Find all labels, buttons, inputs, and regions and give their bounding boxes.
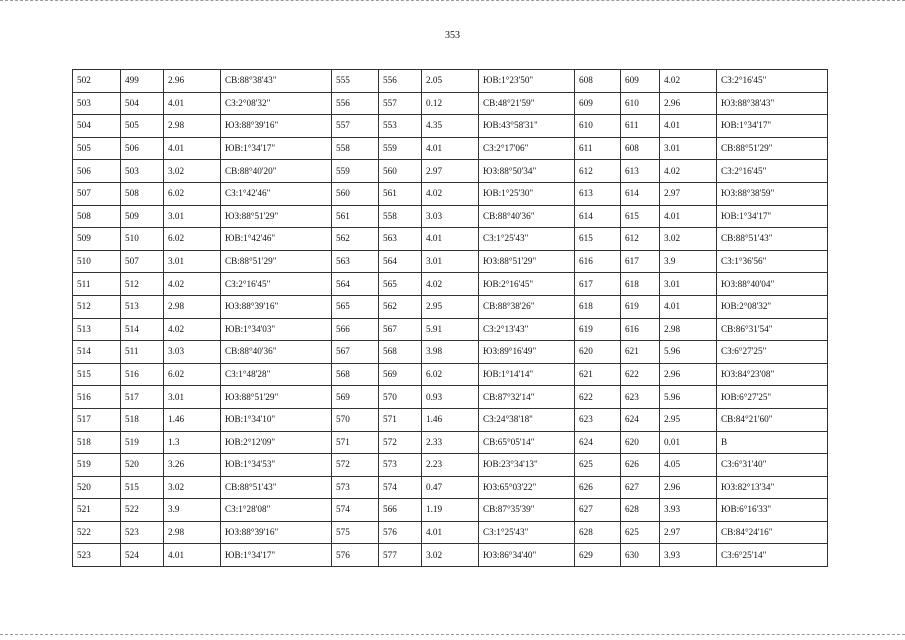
cell-bearing: ЮЗ:88°51'29" — [221, 205, 332, 228]
cell-to-point: 564 — [379, 250, 422, 273]
cell-to-point: 577 — [379, 544, 422, 567]
cell-to-point: 609 — [621, 70, 660, 93]
cell-distance: 2.98 — [660, 318, 717, 341]
cell-distance: 2.96 — [660, 92, 717, 115]
table-row — [73, 476, 828, 499]
cell-from-point: 619 — [575, 318, 621, 341]
table-row — [73, 499, 828, 522]
cell-bearing: СВ:88°40'36" — [221, 341, 332, 364]
cell-bearing: СВ:88°40'36" — [479, 205, 575, 228]
cell-from-point: 628 — [575, 521, 621, 544]
cell-to-point: 506 — [121, 137, 164, 160]
table-row — [73, 160, 828, 183]
cell-to-point: 573 — [379, 454, 422, 477]
cell-from-point: 521 — [73, 499, 121, 522]
cell-from-point: 609 — [575, 92, 621, 115]
cell-from-point: 568 — [332, 363, 379, 386]
cell-distance: 1.46 — [422, 408, 479, 431]
cell-from-point: 571 — [332, 431, 379, 454]
cell-from-point: 617 — [575, 273, 621, 296]
table-row — [73, 295, 828, 318]
cell-to-point: 623 — [621, 386, 660, 409]
cell-to-point: 627 — [621, 476, 660, 499]
cell-from-point: 625 — [575, 454, 621, 477]
cell-bearing: СВ:87°35'39" — [479, 499, 575, 522]
table-row — [73, 341, 828, 364]
cell-distance: 4.01 — [660, 115, 717, 138]
cell-bearing: ЮЗ:88°51'29" — [479, 250, 575, 273]
cell-from-point: 555 — [332, 70, 379, 93]
cell-from-point: 556 — [332, 92, 379, 115]
cell-distance: 2.95 — [422, 295, 479, 318]
cell-bearing: ЮВ:1°25'30" — [479, 182, 575, 205]
cell-bearing: ЮВ:23°34'13" — [479, 454, 575, 477]
cell-to-point: 617 — [621, 250, 660, 273]
cell-from-point: 510 — [73, 250, 121, 273]
cell-bearing: ЮВ:1°23'50" — [479, 70, 575, 93]
cell-from-point: 511 — [73, 273, 121, 296]
cell-distance: 2.97 — [660, 182, 717, 205]
cell-from-point: 627 — [575, 499, 621, 522]
cell-to-point: 576 — [379, 521, 422, 544]
cell-to-point: 626 — [621, 454, 660, 477]
cell-to-point: 566 — [379, 499, 422, 522]
cell-from-point: 557 — [332, 115, 379, 138]
cell-to-point: 514 — [121, 318, 164, 341]
cell-to-point: 571 — [379, 408, 422, 431]
cell-to-point: 558 — [379, 205, 422, 228]
cell-distance: 3.26 — [164, 454, 221, 477]
cell-bearing: ЮВ:2°08'32" — [717, 295, 828, 318]
cell-distance: 2.98 — [164, 295, 221, 318]
cell-distance: 4.01 — [422, 521, 479, 544]
cell-from-point: 505 — [73, 137, 121, 160]
cell-to-point: 612 — [621, 228, 660, 251]
cell-from-point: 621 — [575, 363, 621, 386]
cell-from-point: 503 — [73, 92, 121, 115]
cell-from-point: 612 — [575, 160, 621, 183]
cell-from-point: 629 — [575, 544, 621, 567]
cell-from-point: 517 — [73, 408, 121, 431]
cell-distance: 3.01 — [164, 250, 221, 273]
cell-to-point: 510 — [121, 228, 164, 251]
cell-distance: 3.01 — [660, 273, 717, 296]
cell-distance: 4.01 — [164, 544, 221, 567]
cell-from-point: 572 — [332, 454, 379, 477]
cell-from-point: 516 — [73, 386, 121, 409]
cell-bearing: СЗ:6°25'14" — [717, 544, 828, 567]
cell-bearing: СВ:84°24'16" — [717, 521, 828, 544]
table-row — [73, 454, 828, 477]
cell-from-point: 523 — [73, 544, 121, 567]
cell-from-point: 513 — [73, 318, 121, 341]
cell-to-point: 574 — [379, 476, 422, 499]
cell-to-point: 619 — [621, 295, 660, 318]
cell-bearing: СВ:87°32'14" — [479, 386, 575, 409]
cell-bearing: ЮЗ:88°39'16" — [221, 521, 332, 544]
cell-to-point: 572 — [379, 431, 422, 454]
table-row — [73, 521, 828, 544]
cell-distance: 4.01 — [422, 137, 479, 160]
cell-distance: 4.01 — [660, 295, 717, 318]
cell-to-point: 628 — [621, 499, 660, 522]
cell-from-point: 514 — [73, 341, 121, 364]
cell-distance: 3.01 — [660, 137, 717, 160]
cell-from-point: 567 — [332, 341, 379, 364]
cell-bearing: СЗ:6°27'25" — [717, 341, 828, 364]
cell-to-point: 570 — [379, 386, 422, 409]
cell-from-point: 562 — [332, 228, 379, 251]
cell-to-point: 505 — [121, 115, 164, 138]
cell-bearing: ЮЗ:88°51'29" — [221, 386, 332, 409]
cell-to-point: 556 — [379, 70, 422, 93]
cell-to-point: 522 — [121, 499, 164, 522]
cell-to-point: 614 — [621, 182, 660, 205]
cell-from-point: 565 — [332, 295, 379, 318]
cell-bearing: ЮВ:1°34'53" — [221, 454, 332, 477]
cell-from-point: 561 — [332, 205, 379, 228]
cell-distance: 2.33 — [422, 431, 479, 454]
cell-bearing: ЮЗ:84°23'08" — [717, 363, 828, 386]
cell-distance: 3.9 — [164, 499, 221, 522]
table-row — [73, 318, 828, 341]
cell-distance: 3.98 — [422, 341, 479, 364]
cell-distance: 2.95 — [660, 408, 717, 431]
cell-from-point: 506 — [73, 160, 121, 183]
cell-distance: 1.19 — [422, 499, 479, 522]
cell-distance: 4.01 — [660, 205, 717, 228]
cell-from-point: 558 — [332, 137, 379, 160]
table-row — [73, 250, 828, 273]
cell-distance: 0.47 — [422, 476, 479, 499]
cell-bearing: СЗ:1°42'46" — [221, 182, 332, 205]
cell-from-point: 560 — [332, 182, 379, 205]
cell-bearing: СЗ:1°36'56" — [717, 250, 828, 273]
table-row — [73, 386, 828, 409]
cell-distance: 1.46 — [164, 408, 221, 431]
cell-bearing: ЮВ:2°12'09" — [221, 431, 332, 454]
table-row — [73, 544, 828, 567]
cell-bearing: ЮЗ:86°34'40" — [479, 544, 575, 567]
cell-from-point: 608 — [575, 70, 621, 93]
cell-bearing: СЗ:1°25'43" — [479, 521, 575, 544]
table-row — [73, 408, 828, 431]
cell-distance: 0.93 — [422, 386, 479, 409]
cell-to-point: 562 — [379, 295, 422, 318]
cell-distance: 4.02 — [660, 160, 717, 183]
cell-bearing: ЮВ:6°27'25" — [717, 386, 828, 409]
cell-distance: 3.02 — [660, 228, 717, 251]
cell-from-point: 614 — [575, 205, 621, 228]
cell-to-point: 504 — [121, 92, 164, 115]
cell-from-point: 520 — [73, 476, 121, 499]
cell-to-point: 515 — [121, 476, 164, 499]
table-row — [73, 273, 828, 296]
cell-from-point: 611 — [575, 137, 621, 160]
cell-from-point: 569 — [332, 386, 379, 409]
cell-bearing: ЮЗ:88°50'34" — [479, 160, 575, 183]
cell-bearing: ЮВ:43°58'31" — [479, 115, 575, 138]
cell-bearing: СЗ:6°31'40" — [717, 454, 828, 477]
cell-bearing: СВ:88°38'43" — [221, 70, 332, 93]
cell-from-point: 504 — [73, 115, 121, 138]
cell-from-point: 620 — [575, 341, 621, 364]
cell-bearing: ЮВ:1°34'03" — [221, 318, 332, 341]
cell-from-point: 624 — [575, 431, 621, 454]
cell-distance: 2.96 — [164, 70, 221, 93]
cell-distance: 4.02 — [164, 273, 221, 296]
cell-from-point: 616 — [575, 250, 621, 273]
cell-to-point: 518 — [121, 408, 164, 431]
table-row — [73, 431, 828, 454]
cell-to-point: 508 — [121, 182, 164, 205]
cell-from-point: 502 — [73, 70, 121, 93]
cell-distance: 1.3 — [164, 431, 221, 454]
cell-bearing: ЮЗ:88°40'04" — [717, 273, 828, 296]
cell-bearing: ЮВ:1°34'17" — [717, 115, 828, 138]
cell-distance: 2.98 — [164, 521, 221, 544]
cell-distance: 2.96 — [660, 476, 717, 499]
cell-from-point: 613 — [575, 182, 621, 205]
cell-from-point: 559 — [332, 160, 379, 183]
cell-from-point: 519 — [73, 454, 121, 477]
cell-distance: 3.03 — [164, 341, 221, 364]
cell-to-point: 608 — [621, 137, 660, 160]
cell-distance: 5.96 — [660, 386, 717, 409]
cell-bearing: ЮВ:1°42'46" — [221, 228, 332, 251]
scan-edge-bottom — [0, 634, 905, 637]
cell-distance: 3.01 — [164, 386, 221, 409]
cell-bearing: СЗ:2°08'32" — [221, 92, 332, 115]
cell-to-point: 611 — [621, 115, 660, 138]
cell-distance: 3.01 — [422, 250, 479, 273]
cell-bearing: СВ:88°51'29" — [221, 250, 332, 273]
cell-from-point: 515 — [73, 363, 121, 386]
cell-distance: 3.93 — [660, 544, 717, 567]
cell-bearing: СВ:65°05'14" — [479, 431, 575, 454]
cell-bearing: СВ:86°31'54" — [717, 318, 828, 341]
cell-from-point: 576 — [332, 544, 379, 567]
cell-bearing: СЗ:2°16'45" — [717, 70, 828, 93]
cell-distance: 5.96 — [660, 341, 717, 364]
cell-distance: 3.01 — [164, 205, 221, 228]
cell-bearing: СВ:48°21'59" — [479, 92, 575, 115]
cell-to-point: 507 — [121, 250, 164, 273]
cell-from-point: 564 — [332, 273, 379, 296]
cell-bearing: СВ:88°51'43" — [221, 476, 332, 499]
cell-bearing: ЮВ:1°14'14" — [479, 363, 575, 386]
cell-bearing: В — [717, 431, 828, 454]
table-row — [73, 70, 828, 93]
cell-bearing: СВ:84°21'60" — [717, 408, 828, 431]
table-row — [73, 205, 828, 228]
cell-bearing: СЗ:2°16'45" — [717, 160, 828, 183]
cell-distance: 0.01 — [660, 431, 717, 454]
cell-distance: 2.97 — [422, 160, 479, 183]
cell-to-point: 503 — [121, 160, 164, 183]
cell-to-point: 519 — [121, 431, 164, 454]
cell-to-point: 618 — [621, 273, 660, 296]
cell-distance: 2.96 — [660, 363, 717, 386]
cell-distance: 6.02 — [422, 363, 479, 386]
cell-to-point: 553 — [379, 115, 422, 138]
cell-bearing: СЗ:1°28'08" — [221, 499, 332, 522]
cell-distance: 5.91 — [422, 318, 479, 341]
cell-to-point: 616 — [621, 318, 660, 341]
table-row — [73, 363, 828, 386]
cell-from-point: 623 — [575, 408, 621, 431]
cell-from-point: 508 — [73, 205, 121, 228]
scan-edge-top — [0, 0, 905, 3]
cell-bearing: СЗ:2°17'06" — [479, 137, 575, 160]
cell-bearing: ЮВ:1°34'17" — [221, 544, 332, 567]
cell-distance: 2.97 — [660, 521, 717, 544]
cell-distance: 2.05 — [422, 70, 479, 93]
cell-to-point: 516 — [121, 363, 164, 386]
cell-to-point: 560 — [379, 160, 422, 183]
cell-to-point: 624 — [621, 408, 660, 431]
cell-distance: 3.93 — [660, 499, 717, 522]
cell-distance: 2.23 — [422, 454, 479, 477]
cell-to-point: 517 — [121, 386, 164, 409]
page-number: 353 — [445, 30, 460, 41]
cell-distance: 3.02 — [422, 544, 479, 567]
cell-from-point: 507 — [73, 182, 121, 205]
cell-from-point: 509 — [73, 228, 121, 251]
cell-bearing: СВ:88°38'26" — [479, 295, 575, 318]
cell-from-point: 573 — [332, 476, 379, 499]
table-row — [73, 115, 828, 138]
cell-from-point: 570 — [332, 408, 379, 431]
cell-to-point: 625 — [621, 521, 660, 544]
cell-bearing: ЮВ:1°34'10" — [221, 408, 332, 431]
cell-bearing: СЗ:2°13'43" — [479, 318, 575, 341]
cell-to-point: 569 — [379, 363, 422, 386]
cell-bearing: ЮЗ:82°13'34" — [717, 476, 828, 499]
cell-distance: 4.02 — [660, 70, 717, 93]
cell-bearing: СЗ:24°38'18" — [479, 408, 575, 431]
cell-bearing: СВ:88°51'29" — [717, 137, 828, 160]
cell-distance: 0.12 — [422, 92, 479, 115]
cell-to-point: 567 — [379, 318, 422, 341]
cell-from-point: 574 — [332, 499, 379, 522]
cell-bearing: ЮЗ:65°03'22" — [479, 476, 575, 499]
cell-bearing: СЗ:2°16'45" — [221, 273, 332, 296]
cell-from-point: 618 — [575, 295, 621, 318]
cell-to-point: 622 — [621, 363, 660, 386]
cell-to-point: 520 — [121, 454, 164, 477]
survey-table — [72, 69, 828, 567]
cell-distance: 4.05 — [660, 454, 717, 477]
cell-to-point: 524 — [121, 544, 164, 567]
cell-distance: 6.02 — [164, 228, 221, 251]
cell-distance: 3.9 — [660, 250, 717, 273]
cell-from-point: 522 — [73, 521, 121, 544]
cell-to-point: 561 — [379, 182, 422, 205]
cell-distance: 2.98 — [164, 115, 221, 138]
cell-to-point: 511 — [121, 341, 164, 364]
table-row — [73, 182, 828, 205]
cell-to-point: 499 — [121, 70, 164, 93]
cell-bearing: СЗ:1°48'28" — [221, 363, 332, 386]
cell-distance: 4.35 — [422, 115, 479, 138]
cell-from-point: 610 — [575, 115, 621, 138]
table-row — [73, 92, 828, 115]
cell-to-point: 610 — [621, 92, 660, 115]
cell-to-point: 523 — [121, 521, 164, 544]
cell-from-point: 626 — [575, 476, 621, 499]
cell-to-point: 512 — [121, 273, 164, 296]
cell-distance: 3.03 — [422, 205, 479, 228]
cell-to-point: 557 — [379, 92, 422, 115]
cell-bearing: СВ:88°51'43" — [717, 228, 828, 251]
cell-distance: 3.02 — [164, 476, 221, 499]
cell-distance: 4.01 — [164, 137, 221, 160]
cell-bearing: ЮВ:1°34'17" — [221, 137, 332, 160]
cell-bearing: ЮЗ:89°16'49" — [479, 341, 575, 364]
cell-bearing: ЮВ:6°16'33" — [717, 499, 828, 522]
cell-distance: 4.02 — [422, 273, 479, 296]
survey-body — [73, 70, 828, 567]
table-row — [73, 137, 828, 160]
cell-bearing: ЮЗ:88°38'59" — [717, 182, 828, 205]
cell-to-point: 559 — [379, 137, 422, 160]
cell-from-point: 566 — [332, 318, 379, 341]
cell-to-point: 630 — [621, 544, 660, 567]
cell-to-point: 563 — [379, 228, 422, 251]
cell-to-point: 565 — [379, 273, 422, 296]
cell-from-point: 512 — [73, 295, 121, 318]
cell-bearing: СЗ:1°25'43" — [479, 228, 575, 251]
cell-bearing: ЮВ:2°16'45" — [479, 273, 575, 296]
cell-from-point: 518 — [73, 431, 121, 454]
cell-bearing: СВ:88°40'20" — [221, 160, 332, 183]
cell-from-point: 622 — [575, 386, 621, 409]
cell-distance: 4.02 — [164, 318, 221, 341]
cell-distance: 4.01 — [164, 92, 221, 115]
cell-distance: 3.02 — [164, 160, 221, 183]
cell-to-point: 568 — [379, 341, 422, 364]
cell-from-point: 563 — [332, 250, 379, 273]
cell-distance: 4.01 — [422, 228, 479, 251]
cell-from-point: 615 — [575, 228, 621, 251]
cell-bearing: ЮЗ:88°39'16" — [221, 295, 332, 318]
cell-distance: 4.02 — [422, 182, 479, 205]
cell-to-point: 615 — [621, 205, 660, 228]
cell-from-point: 575 — [332, 521, 379, 544]
cell-bearing: ЮЗ:88°39'16" — [221, 115, 332, 138]
cell-bearing: ЮЗ:88°38'43" — [717, 92, 828, 115]
cell-to-point: 509 — [121, 205, 164, 228]
cell-to-point: 513 — [121, 295, 164, 318]
cell-to-point: 621 — [621, 341, 660, 364]
cell-to-point: 613 — [621, 160, 660, 183]
cell-distance: 6.02 — [164, 363, 221, 386]
cell-distance: 6.02 — [164, 182, 221, 205]
table-row — [73, 228, 828, 251]
cell-bearing: ЮВ:1°34'17" — [717, 205, 828, 228]
cell-to-point: 620 — [621, 431, 660, 454]
